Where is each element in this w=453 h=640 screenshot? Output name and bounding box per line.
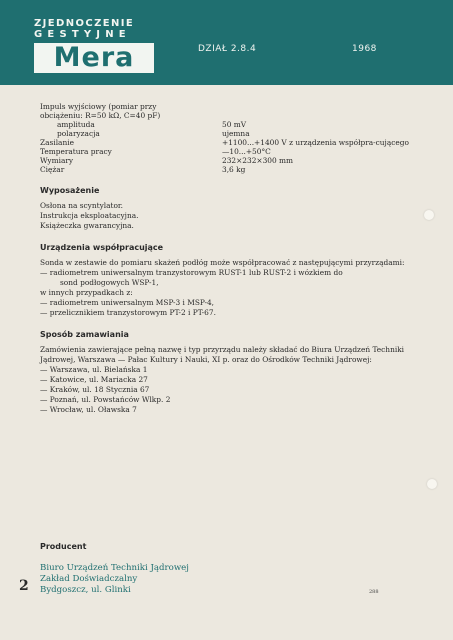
year: 1968: [352, 44, 377, 54]
spec-value: +1100...+1400 V z urządzenia współpra-cującego: [222, 138, 409, 147]
ordering-intro: Zamówienia zawierające pełną nazwę i typ przyrządu należy składać do Biura Urządzeń Techniki Jądrowej, Warszawa — Pałac Kultury i Nauki, XI p. oraz do Ośrodków Techniki Jądrowej:: [40, 345, 405, 364]
mera-logo: [34, 43, 154, 73]
spec-row: [40, 165, 410, 174]
producer-block: [40, 542, 189, 596]
spec-label: Impuls wyjściowy (pomiar przy: [40, 102, 157, 111]
equipment-item: Instrukcja eksploatacyjna.: [40, 211, 139, 220]
spec-label: polaryzacja: [57, 129, 100, 138]
location-item: — Poznań, ul. Powstańców Wlkp. 2: [40, 395, 171, 404]
brand-block: [34, 18, 160, 73]
producer-line: Biuro Urządzeń Techniki Jądrowej: [40, 563, 189, 573]
spec-label: obciążeniu: R=50 kΩ, C=40 pF): [40, 111, 161, 120]
location-item: — Warszawa, ul. Bielańska 1: [40, 365, 148, 374]
producer-label: Producent: [40, 542, 87, 551]
spec-value: 3,6 kg: [222, 165, 246, 174]
spec-label: Temperatura pracy: [40, 147, 112, 156]
brand-name-line2: GESTYJNE: [34, 29, 131, 40]
device-item: — radiometrem uniwersalnym MSP-3 i MSP-4,: [40, 298, 215, 307]
location-item: — Wrocław, ul. Oławska 7: [40, 405, 137, 414]
devices-else-label: w innych przypadkach z:: [40, 288, 133, 297]
ordering-info: [40, 345, 410, 415]
devices-intro: Sonda w zestawie do pomiaru skażeń podłóg może współpracować z następującymi przyrządami:: [40, 258, 405, 267]
spec-row: [40, 138, 410, 147]
spec-label: Ciężar: [40, 165, 65, 174]
location-item: — Kraków, ul. 18 Stycznia 67: [40, 385, 150, 394]
main-content: [40, 102, 410, 415]
producer-address: [40, 563, 189, 596]
header-band: [0, 0, 453, 85]
location-item: — Katowice, ul. Mariacka 27: [40, 375, 148, 384]
equipment-item: Osłona na scyntylator.: [40, 201, 123, 210]
cooperating-devices: [40, 258, 410, 318]
spec-row: [40, 156, 410, 165]
spec-value: 232×232×300 mm: [222, 156, 294, 165]
equipment-item: Książeczka gwarancyjna.: [40, 221, 134, 230]
device-item: — radiometrem uniwersalnym tranzystorowym RUST-1 lub RUST-2 i wózkiem do: [40, 268, 343, 277]
device-item: — przelicznikiem tranzystorowym PT-2 i PT-67.: [40, 308, 216, 317]
spec-value: 50 mV: [222, 120, 247, 129]
page-number: 2: [19, 578, 29, 594]
spec-label: Wymiary: [40, 156, 74, 165]
section-heading-urzadzenia: Urządzenia współpracujące: [40, 243, 164, 252]
mera-logo-text: Mera: [53, 42, 135, 73]
spec-label: amplituda: [57, 120, 95, 129]
producer-line: Zakład Doświadczalny: [40, 574, 138, 584]
producer-line: Bydgoszcz, ul. Glinki: [40, 585, 131, 595]
punch-hole: [427, 479, 437, 489]
section-heading-wyposazenie: Wyposażenie: [40, 186, 100, 195]
punch-hole: [424, 210, 434, 220]
spec-value: [222, 111, 410, 120]
spec-value: ujemna: [222, 129, 250, 138]
spec-row: [40, 111, 410, 120]
spec-table: [40, 102, 410, 174]
section-code: DZIAŁ 2.8.4: [198, 44, 257, 54]
brand-name-line1: ZJEDNOCZENIE: [34, 18, 135, 29]
spec-label: Zasilanie: [40, 138, 74, 147]
spec-row: [40, 102, 410, 111]
print-code: 288: [369, 589, 379, 595]
spec-row: [40, 147, 410, 156]
equipment-list: [40, 201, 410, 231]
spec-row: [40, 120, 410, 129]
spec-value: [222, 102, 410, 111]
spec-value: —10...+50°C: [222, 147, 271, 156]
spec-row: [40, 129, 410, 138]
device-item-continued: sond podłogowych WSP-1,: [60, 278, 159, 287]
section-heading-zamawianie: Sposób zamawiania: [40, 330, 129, 339]
